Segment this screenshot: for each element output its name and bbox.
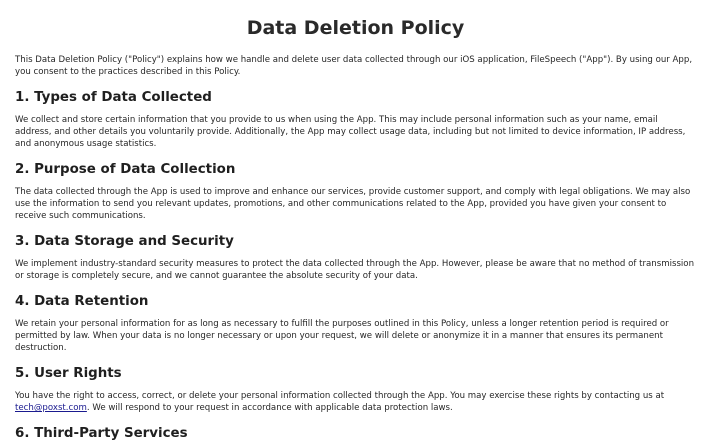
section-heading: 5. User Rights bbox=[15, 366, 122, 381]
section-body: We implement industry-standard security measures to protect the data collected through the App. However, please be aware that no method of transmission or storage is completely secure, and we cannot guarantee the absolute security of your data. bbox=[15, 259, 695, 281]
section-body: We collect and store certain information that you provide to us when using the App. This may include personal information such as your name, email address, and other details you voluntarily provide. Additionally, the App may collect usage data, including but not limited to device information, IP address, and anonymous usage statistics. bbox=[15, 115, 686, 149]
section-heading: 1. Types of Data Collected bbox=[15, 90, 212, 105]
section-heading: 2. Purpose of Data Collection bbox=[15, 162, 236, 177]
section-body: The data collected through the App is used to improve and enhance our services, provide customer support, and comply with legal obligations. We may also use the information to send you relevant updates, promotions, and other communications related to the App, provided you have given your consent to receive such communications. bbox=[15, 187, 691, 221]
section-heading: 4. Data Retention bbox=[15, 294, 149, 309]
contact-email-link[interactable]: tech@poxst.com bbox=[15, 403, 87, 413]
section-purpose bbox=[15, 161, 696, 222]
section-types-of-data bbox=[15, 89, 696, 150]
section-third-party bbox=[15, 425, 696, 443]
section-body: We retain your personal information for as long as necessary to fulfill the purposes outlined in this Policy, unless a longer retention period is required or permitted by law. When your data is no longer necessary or upon your request, we will delete or anonymize it in a manner that ensures its permanent destruction. bbox=[15, 319, 669, 353]
intro-paragraph: This Data Deletion Policy ("Policy") explains how we handle and delete user data collected through our iOS application, FileSpeech ("App"). By using our App, you consent to the practices described in this Policy. bbox=[15, 55, 693, 77]
section-data-retention bbox=[15, 293, 696, 354]
user-rights-text-after: . We will respond to your request in accordance with applicable data protection laws. bbox=[86, 403, 453, 413]
section-body bbox=[15, 390, 696, 414]
section-heading: 6. Third-Party Services bbox=[15, 426, 188, 441]
section-heading: 3. Data Storage and Security bbox=[15, 234, 234, 249]
section-storage-security bbox=[15, 233, 696, 282]
section-user-rights bbox=[15, 365, 696, 414]
user-rights-text-before: You have the right to access, correct, or delete your personal information collected through the App. You may exercise these rights by contacting us at bbox=[15, 391, 665, 401]
page-title: Data Deletion Policy bbox=[246, 17, 465, 39]
